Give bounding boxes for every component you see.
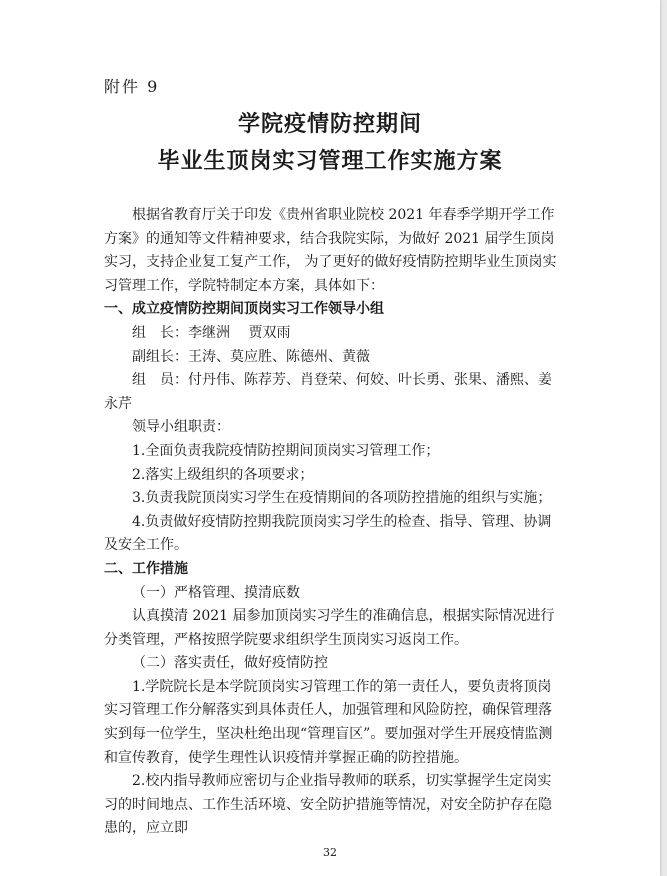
page-number: 32 — [323, 846, 337, 859]
annex-label: 附件 9 — [104, 77, 160, 96]
subsection-1-text: 认真摸清 2021 届参加顶岗实习学生的准确信息，根据实际情况进行分类管理，严格按照学院要求组织学生顶岗实习返岗工作。 — [104, 608, 555, 648]
duty-item: 1.全面负责我院疫情防控期间顶岗实习管理工作； — [132, 442, 440, 459]
measure-item: 2.校内指导教师应密切与企业指导教师的联系，切实掌握学生定岗实习的时间地点、工作生活环境、安全防护措施等情况，对安全防护存在隐患的，应立即 — [104, 773, 552, 837]
section-1-heading: 一、成立疫情防控期间顶岗实习工作领导小组 — [104, 301, 384, 318]
duty-item: 4.负责做好疫情防控期我院顶岗实习学生的检查、指导、管理、协调及安全工作。 — [104, 513, 552, 554]
subsection-2-heading: （二）落实责任，做好疫情防控 — [132, 655, 328, 672]
title-line-1: 学院疫情防控期间 — [237, 111, 422, 137]
intro-paragraph: 根据省教育厅关于印发《贵州省职业院校 2021 年春季学期开学工作方案》的通知等文件精神要求，结合我院实际，为做好 2021 届学生顶岗实习，支持企业复工复产工作， 为了更好的做好疫情防控期毕业生顶岗实习管理工作，学院特制定本方案，具体如下： — [104, 207, 557, 294]
deputy-line: 副组长：王涛、莫应胜、陈德州、黄薇 — [132, 348, 370, 365]
duty-item: 3.负责我院顶岗实习学生在疫情期间的各项防控措施的组织与实施； — [132, 490, 552, 507]
title-line-2: 毕业生顶岗实习管理工作实施方案 — [157, 148, 503, 174]
document-body — [104, 204, 564, 841]
section-2-heading: 二、工作措施 — [104, 560, 188, 577]
members-line: 组 员：付丹伟、陈荐芳、肖登荣、何姣、叶长勇、张果、潘熙、姜永芹 — [104, 372, 552, 412]
leader-line: 组 长：李继洲 贾双雨 — [132, 324, 291, 341]
subsection-1-heading: （一）严格管理、摸清底数 — [132, 584, 300, 601]
duties-label: 领导小组职责： — [132, 419, 230, 436]
duty-item: 2.落实上级组织的各项要求； — [132, 466, 314, 483]
measure-item: 1.学院院长是本学院顶岗实习管理工作的第一责任人，要负责将顶岗实习管理工作分解落实到具体责任人，加强管理和风险防控，确保管理落实到每一位学生，坚决杜绝出现“管理盲区”。要加强对学生开展疫情监测和宣传教育，使学生理性认识疫情并掌握正确的防控措施。 — [104, 678, 553, 766]
